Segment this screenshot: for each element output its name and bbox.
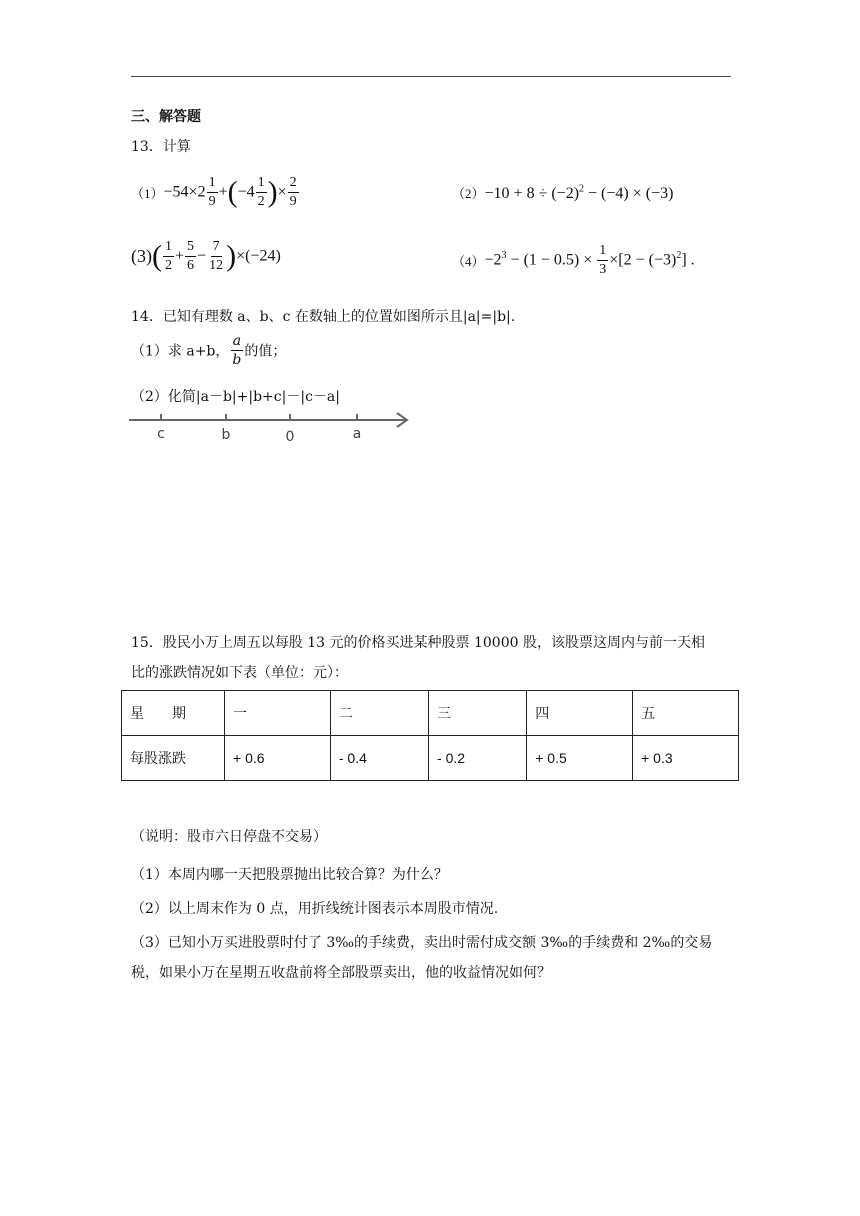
table-row-label: 每股涨跌 [122,736,225,781]
q14-stem: 14．已知有理数 a、b、c 在数轴上的位置如图所示且|a|=|b|. [131,309,516,325]
q13-label: 13．计算 [131,139,191,155]
table-value: + 0.3 [633,736,739,781]
table-value: - 0.2 [429,736,527,781]
table-day: 四 [527,691,633,736]
table-value: + 0.5 [527,736,633,781]
q15-part2: （2）以上周末作为 0 点，用折线统计图表示本周股市情况. [131,901,499,917]
q15-part3-line1: （3）已知小万买进股票时付了 3‰的手续费，卖出时需付成交额 3‰的手续费和 2‰的交易 [131,935,713,951]
q15-note: （说明：股市六日停盘不交易） [131,829,327,845]
label-c: c [157,426,165,442]
number-line-figure [129,398,414,448]
top-rule [131,76,731,77]
label-0: 0 [285,429,295,445]
table-day: 五 [633,691,739,736]
table-day: 二 [330,691,428,736]
q14-part1: （1）求 a+b， $\frac{a}{b}$ 的值； [131,333,287,368]
q15-stem-line2: 比的涨跌情况如下表（单位：元）： [131,665,348,681]
label-a: a [352,426,362,442]
q13-part2: $(2)-10 + 8 \div (-2)^2 - (-4) \times (-3)$ [452,183,674,202]
table-value: + 0.6 [225,736,331,781]
q13-part1: （1）−54×2 $\frac{1}{9}$ +(−4 $\frac{1}{2}$ )× $\frac{2}{9}$ [131,175,297,209]
q15-part3-line2: 税，如果小万在星期五收盘前将全部股票卖出，他的收益情况如何？ [131,965,551,981]
q15-stem-line1: 15．股民小万上周五以每股 13 元的价格买进某种股票 10000 股，该股票这周内与前一天相 [131,635,705,651]
table-header-label: 星 期 [122,691,225,736]
q13-part3: (3)( $\frac{1}{2}$ + $\frac{5}{6}$ − $\frac{7}{12}$ )×(−24) [131,239,281,273]
q15-part1: （1）本周内哪一天把股票抛出比较合算？为什么？ [131,867,448,883]
table-day: 三 [429,691,527,736]
q13-part4: $(4)-2^3 - (1 - 0.5)$ × $\frac{1}{3}$ $\times[2 - (-3)^2]$ . [452,243,695,277]
table-row [122,736,739,781]
section-title: 三、解答题 [131,109,201,125]
label-b: b [221,427,231,443]
q14-part2: （2）化简|a－b|+|b+c|－|c－a| [131,389,340,405]
stock-change-table [121,690,739,781]
table-day: 一 [225,691,331,736]
table-value: - 0.4 [330,736,428,781]
table-row [122,691,739,736]
